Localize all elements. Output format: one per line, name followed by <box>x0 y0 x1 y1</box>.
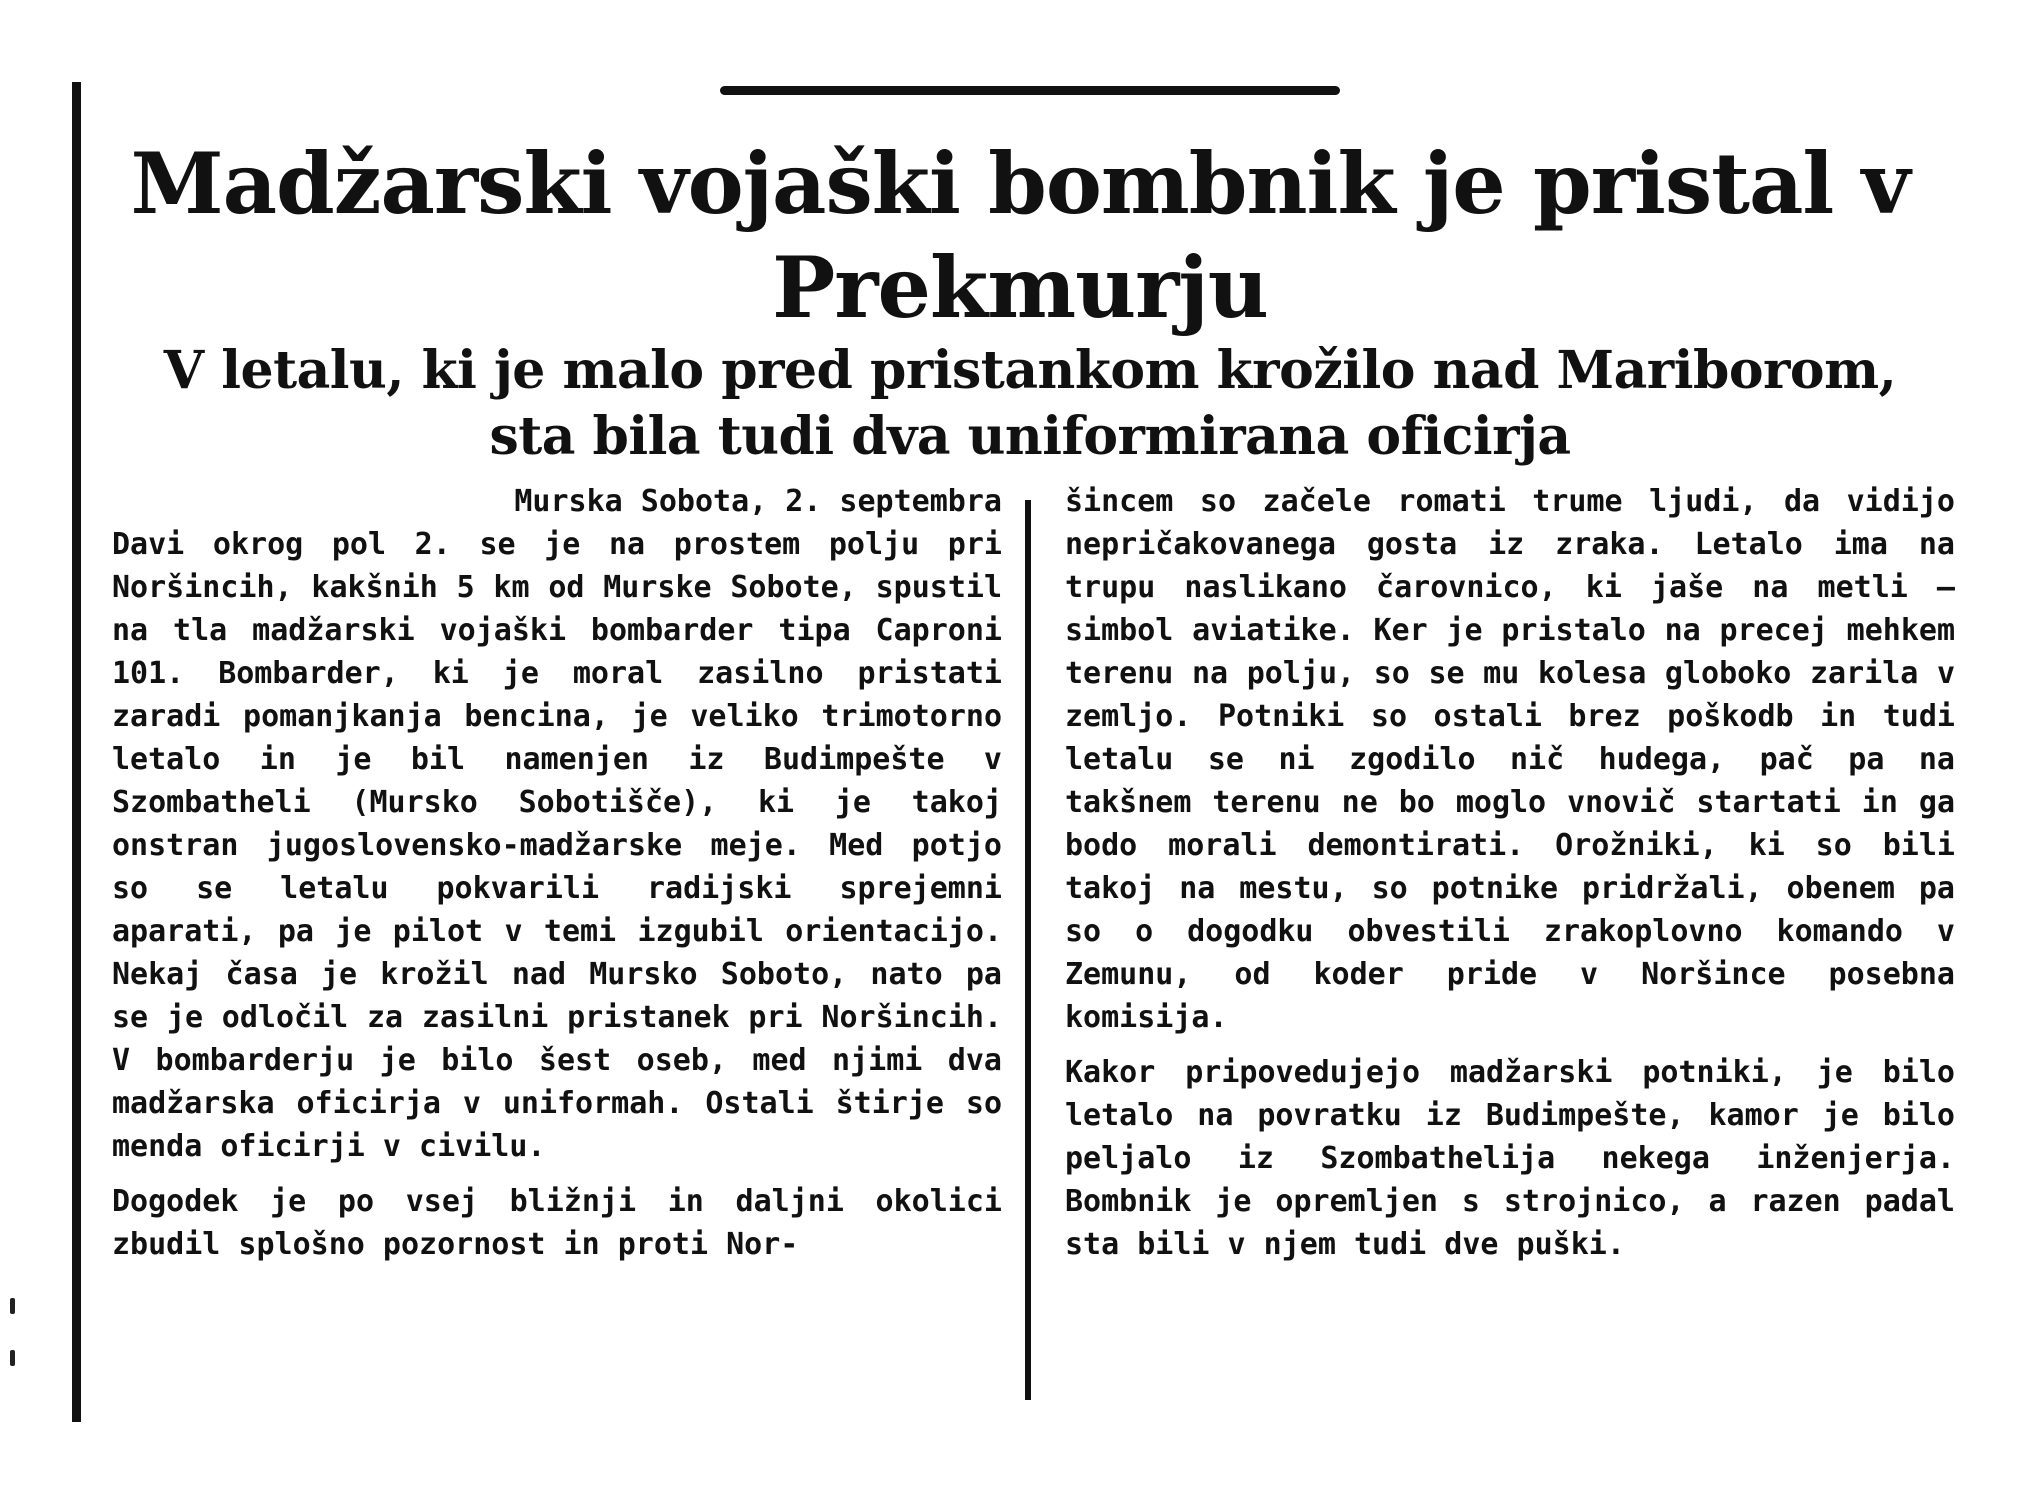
article-paragraph: šincem so začele romati trume ljudi, da vidijo nepričakovanega gosta iz zraka. Letalo ima na trupu naslikano čarovnico, ki jaše na metli — simbol aviatike. Ker je pristalo na precej mehkem terenu na polju, so se mu kolesa globoko zarila v zemljo. Potniki so ostali brez poškodb in tudi letalu se ni zgodilo nič hudega, pač pa na takšnem terenu ne bo moglo vnovič startati in ga bodo morali demontirati. Orožniki, ki so bili takoj na mestu, so potnike pridržali, obenem pa so o dogodku obvestili zrakoplovno komando v Zemunu, od koder pride v Noršince posebna komisija. <box>1065 484 1955 1035</box>
left-column-rule <box>72 82 81 1422</box>
edge-mark-lower <box>10 1350 15 1366</box>
article-dateline: Murska Sobota, 2. septembra <box>514 484 1002 519</box>
article-column-right <box>1065 480 1955 1266</box>
edge-mark-upper <box>10 1298 15 1314</box>
article-headline: Madžarski vojaški bombnik je pristal v Prekmurju <box>130 134 1910 337</box>
article-subheadline: V letalu, ki je malo pred pristankom krožilo nad Mariborom, sta bila tudi dva uniformirana oficirja <box>163 340 1897 467</box>
top-ornament-rule <box>720 86 1340 95</box>
article-column-left <box>112 480 1002 1266</box>
article-paragraph: Davi okrog pol 2. se je na prostem polju pri Noršincih, kakšnih 5 km od Murske Sobote, spustil na tla madžarski vojaški bombarder tipa Caproni 101. Bombarder, ki je moral zasilno pristati zaradi pomanjkanja bencina, je veliko trimotorno letalo in je bil namenjen iz Budimpešte v Szombatheli (Mursko Sobotišče), ki je takoj onstran jugoslovensko-madžarske meje. Med potjo so se letalu pokvarili radijski sprejemni aparati, pa je pilot v temi izgubil orientacijo. Nekaj časa je krožil nad Mursko Soboto, nato pa se je odločil za zasilni pristanek pri Noršincih. V bombarderju je bilo šest oseb, med njimi dva madžarska oficirja v uniformah. Ostali štirje so menda oficirji v civilu. <box>112 527 1002 1164</box>
article-paragraph: Dogodek je po vsej bližnji in daljni okolici zbudil splošno pozornost in proti Nor- <box>112 1184 1002 1262</box>
column-divider-rule <box>1025 500 1031 1400</box>
article-paragraph: Kakor pripovedujejo madžarski potniki, je bilo letalo na povratku iz Budimpešte, kamor je bilo peljalo iz Szombathelija nekega inženjerja. Bombnik je opremljen s strojnico, a razen padal sta bili v njem tudi dve puški. <box>1065 1055 1955 1262</box>
